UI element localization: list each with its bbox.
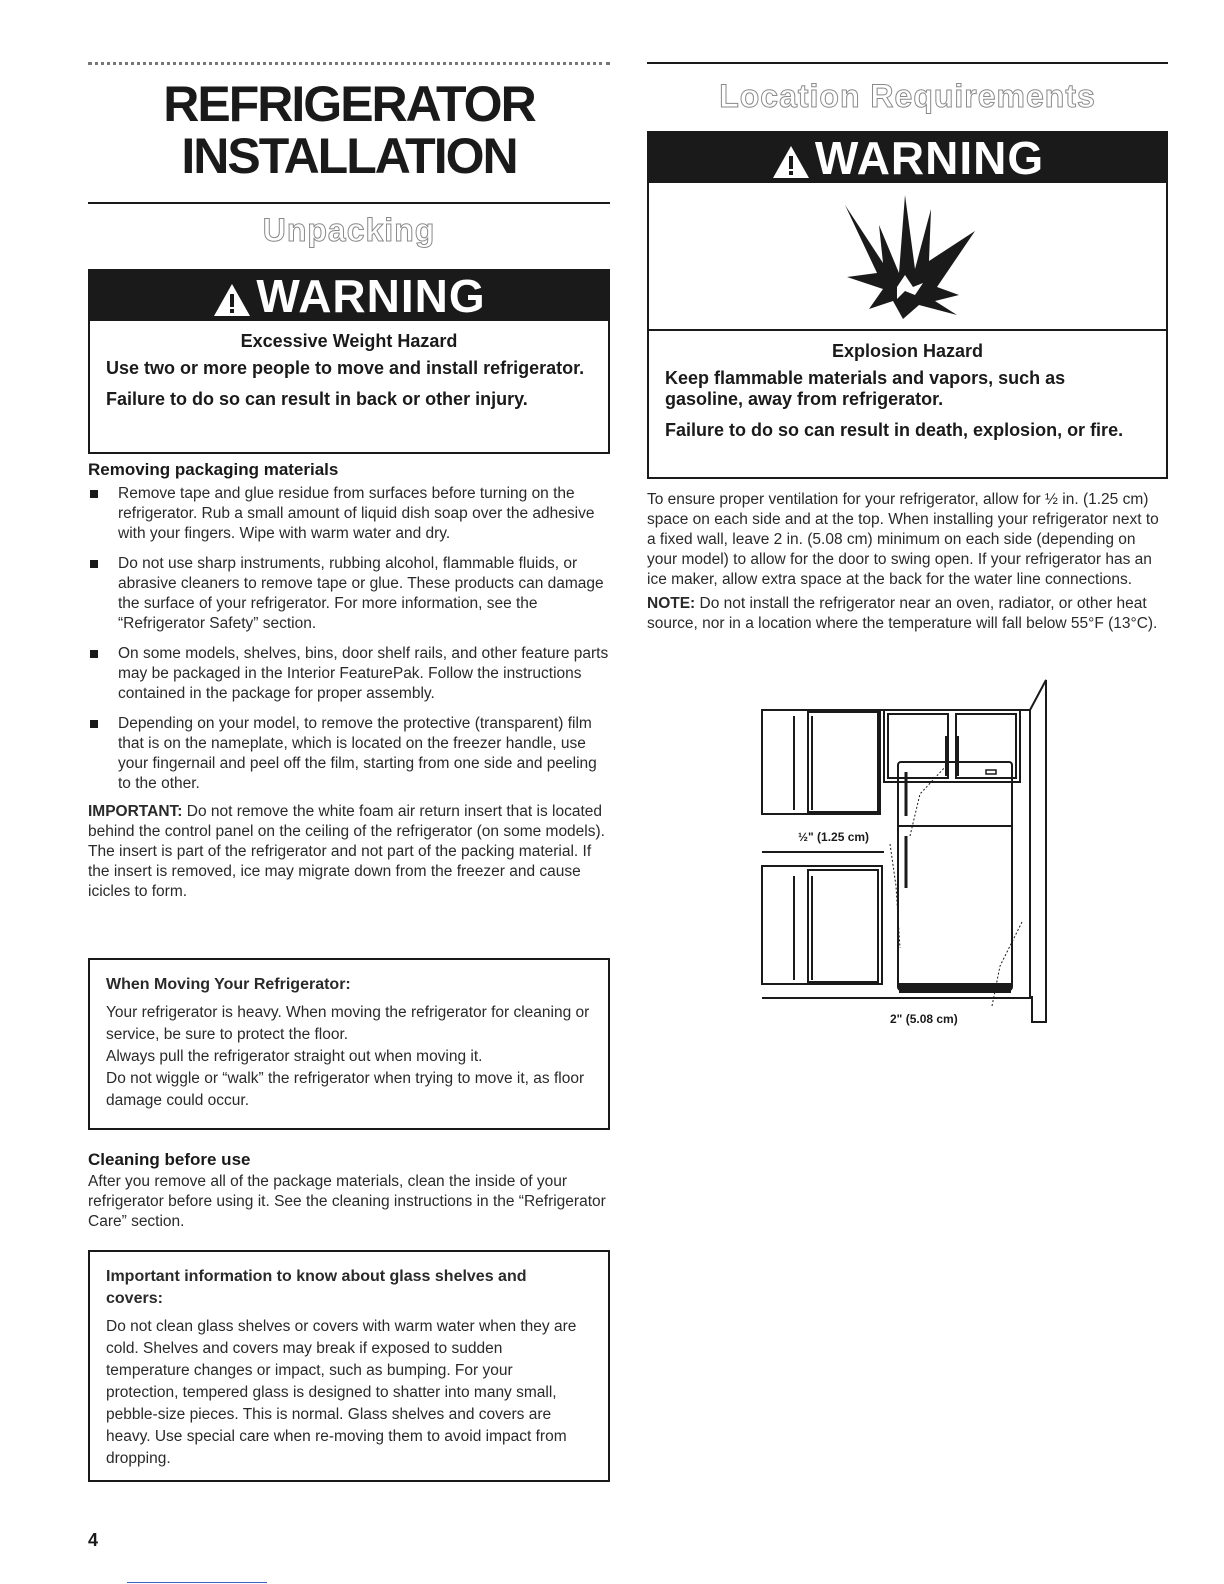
bullet-square-icon [90,720,98,728]
side-wall [1030,680,1046,1022]
warning-banner [649,133,1166,183]
hazard-title: Explosion Hazard [831,341,984,361]
removing-bullet-list [88,484,610,794]
note-label: NOTE: [647,595,696,612]
lower-cabinet [762,866,882,984]
moving-info-box [88,958,610,1130]
warning-box-weight [88,269,610,454]
important-paragraph: IMPORTANT: Do not remove the white foam air return insert that is located behind the control panel on the ceiling of the refrigerator (on some models). The insert is part of the refrigerator and not part of the packing material. If the insert is removed, ice may migrate down from the freezer and cause icicles to form. [88,803,605,900]
warning-label: WARNING [814,132,1045,184]
list-item: Remove tape and glue residue from surfaces before turning on the refrigerator. Rub a small amount of liquid dish soap over the adhesive with your fingers. Wipe with warm water and dry. [88,484,610,544]
upper-cabinet-left [762,710,880,814]
bullet-square-icon [90,560,98,568]
removing-packaging-section [88,460,610,902]
cleaning-section [88,1150,610,1232]
removing-heading: Removing packaging materials [88,460,339,479]
warning-triangle-icon [771,144,811,180]
explosion-symbol-area [649,183,1166,331]
bullet-square-icon [90,490,98,498]
location-text [647,490,1168,634]
note-paragraph: NOTE: Do not install the refrigerator near an oven, radiator, or other heat source, nor in a location where the temperature will fall below 55°F (13°C). [647,595,1158,632]
glass-box-text: Do not clean glass shelves or covers with warm water when they are cold. Shelves and covers may break if exposed to sudden temperature changes or impact, such as bumping. For your protection, tempered glass is designed to shatter into many small, pebble-size pieces. This is normal. Glass shelves and covers are heavy. Use special care when re-moving them to avoid impact from dropping. [106,1318,577,1467]
clearance-label-wall: 2" (5.08 cm) [890,1012,958,1026]
hazard-consequence: Failure to do so can result in back or other injury. [106,389,528,409]
warning-label: WARNING [256,270,486,322]
hazard-instruction: Keep flammable materials and vapors, such as gasoline, away from refrigerator. [665,368,1066,409]
footer-line [127,1582,267,1583]
cleaning-heading: Cleaning before use [88,1150,251,1169]
list-item: Depending on your model, to remove the protective (transparent) film that is on the nameplate, which is located on the freezer handle, use your fingernail and peel off the film, starting from one side and peeling to the other. [88,714,610,794]
top-right-rule [647,62,1168,64]
moving-line: Always pull the refrigerator straight out when moving it. [106,1048,483,1065]
section-title-location: Location Requirements [719,78,1096,114]
title-divider [88,202,610,204]
moving-line: Your refrigerator is heavy. When moving the refrigerator for cleaning or service, be sure to protect the floor. [106,1004,590,1043]
clearance-label-side: ½" (1.25 cm) [798,830,870,844]
hazard-title: Excessive Weight Hazard [240,331,458,351]
moving-line: Do not wiggle or “walk” the refrigerator when trying to move it, as floor damage could occur. [106,1070,585,1109]
page-title: REFRIGERATOR INSTALLATION [163,76,535,184]
list-item: Do not use sharp instruments, rubbing alcohol, flammable fluids, or abrasive cleaners to remove tape or glue. These products can damage the surface of your refrigerator. For more information, see the “Refrigerator Safety” section. [88,554,610,634]
warning-triangle-icon [212,282,252,318]
refrigerator [898,762,1012,990]
upper-cabinet-top [884,710,1020,782]
warning-box-explosion [647,131,1168,479]
ventilation-paragraph: To ensure proper ventilation for your refrigerator, allow for ½ in. (1.25 cm) space on each side and at the top. When installing your refrigerator next to a fixed wall, leave 2 in. (5.08 cm) minimum on each side (depending on your model) to allow for the door to swing open. If your refrigerator has an ice maker, allow extra space at the back for the water line connections. [647,491,1159,588]
glass-info-box [88,1250,610,1482]
glass-box-title: Important information to know about glass shelves and covers: [106,1268,527,1307]
section-title-unpacking: Unpacking [262,212,436,248]
hazard-instruction: Use two or more people to move and install refrigerator. [106,358,585,378]
page-number: 4 [88,1530,99,1550]
cleaning-text: After you remove all of the package materials, clean the inside of your refrigerator before using it. See the cleaning instructions in the “Refrigerator Care” section. [88,1173,606,1230]
list-item: On some models, shelves, bins, door shelf rails, and other feature parts may be packaged in the Interior FeaturePak. Follow the instructions contained in the package for proper assembly. [88,644,610,704]
moving-box-title: When Moving Your Refrigerator: [106,976,351,993]
bullet-square-icon [90,650,98,658]
top-dotted-rule [88,62,610,65]
explosion-icon [839,191,979,321]
important-label: IMPORTANT: [88,803,183,820]
warning-banner [90,271,608,321]
hazard-consequence: Failure to do so can result in death, explosion, or fire. [665,420,1124,440]
installation-diagram [760,676,1060,1032]
